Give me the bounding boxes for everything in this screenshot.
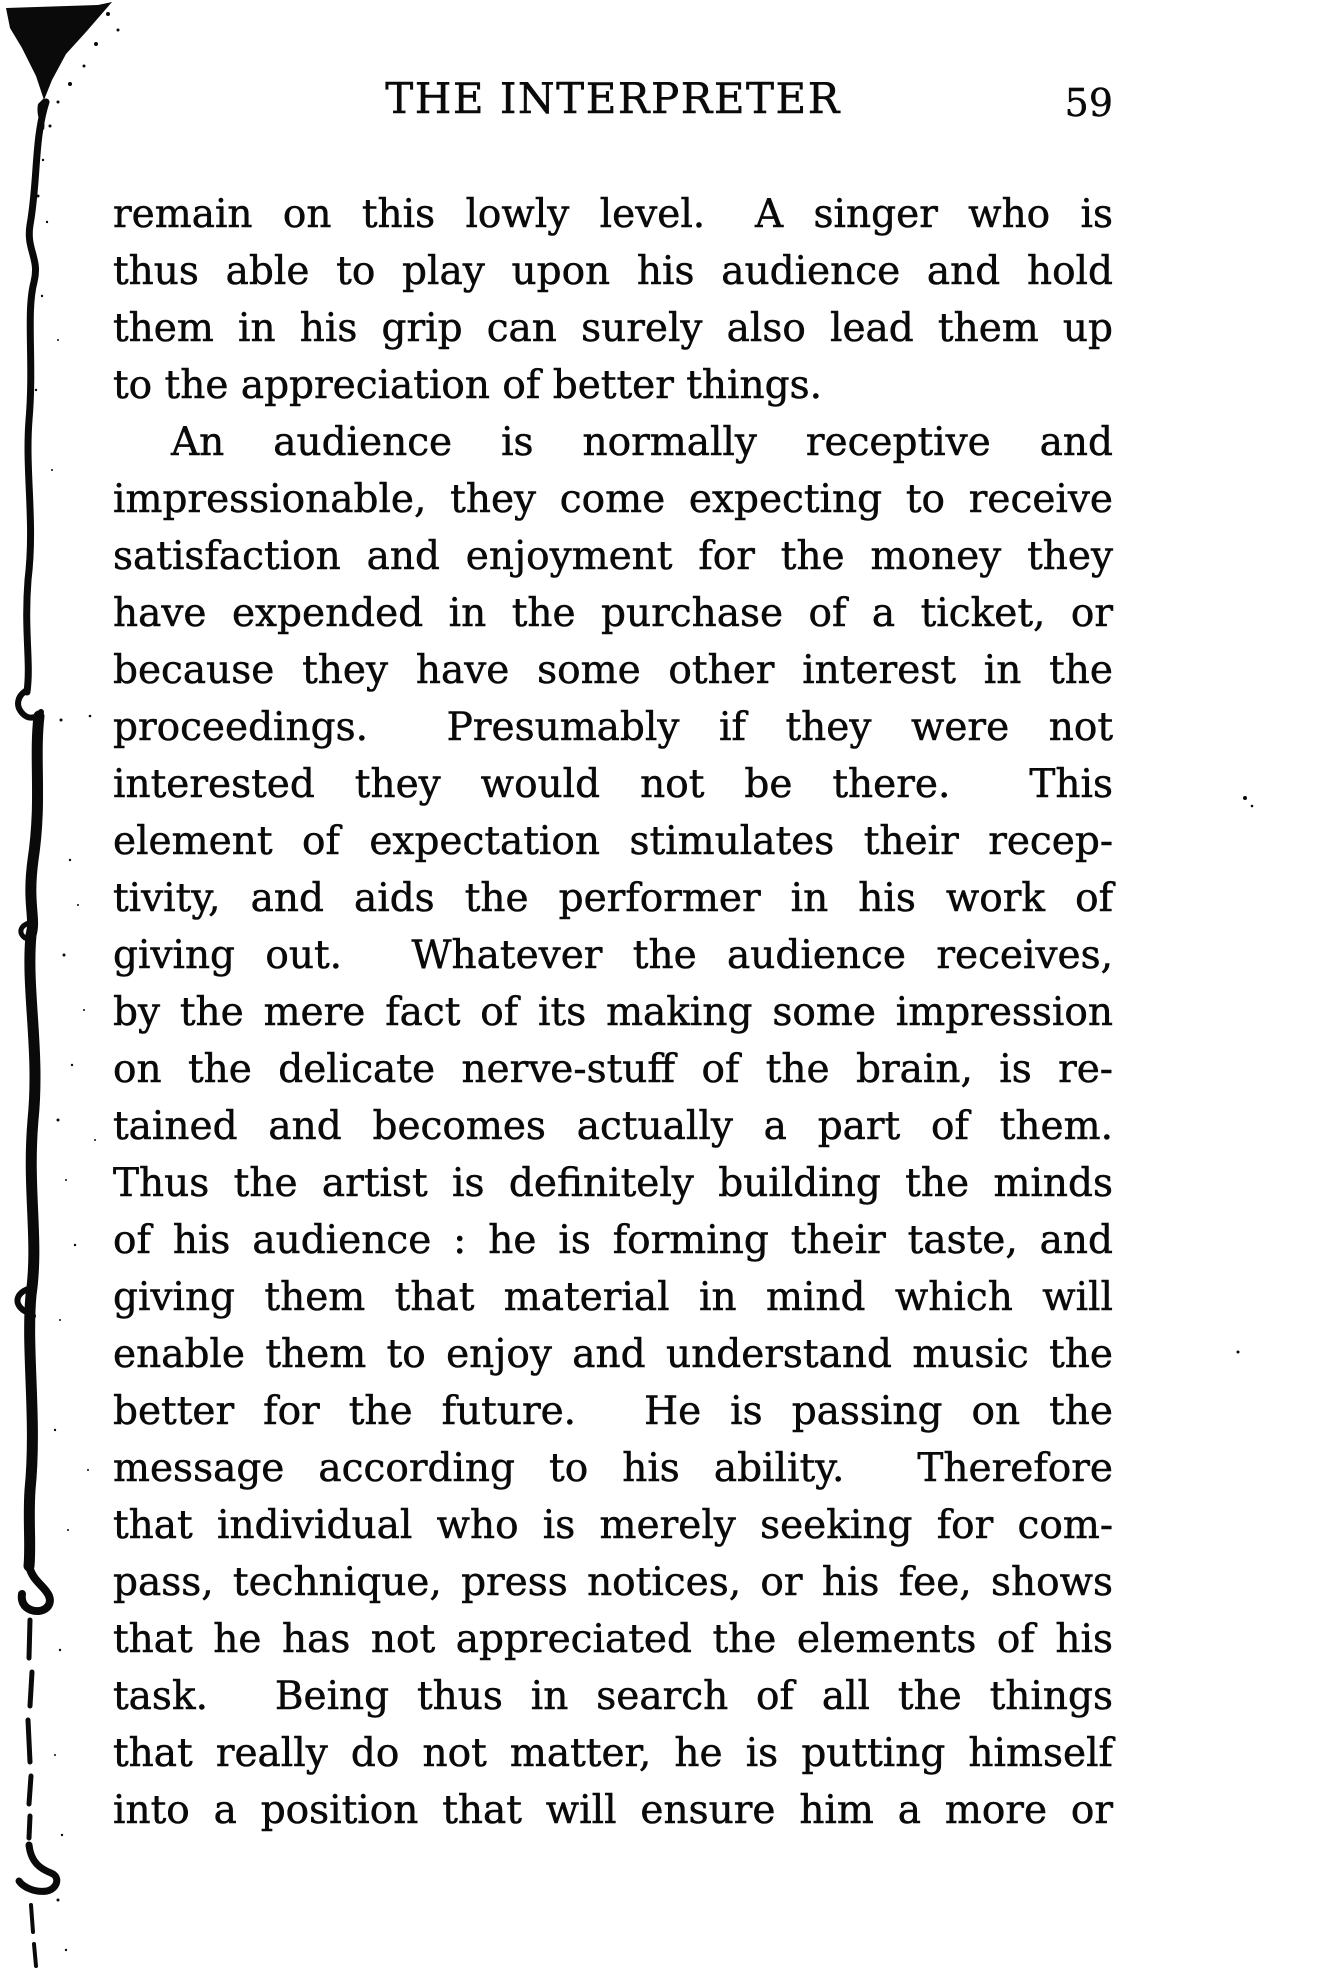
body-text	[113, 186, 1113, 1839]
text-line: that really do not matter, he is putting himself	[113, 1731, 1113, 1776]
text-line: giving them that material in mind which will	[113, 1275, 1113, 1320]
text-line: element of expectation stimulates their recep-	[113, 819, 1113, 864]
text-line: message according to his ability. Therefore	[113, 1446, 1113, 1491]
text-line: remain on this lowly level. A singer who is	[113, 192, 1113, 237]
text-line: interested they would not be there. This	[113, 762, 1113, 807]
page-header	[113, 74, 1113, 134]
corner-blob-artifact	[6, 2, 112, 130]
text-line: impressionable, they come expecting to receive	[113, 477, 1113, 522]
text-line: of his audience : he is forming their taste, and	[113, 1218, 1113, 1263]
text-line: tivity, and aids the performer in his work of	[113, 876, 1113, 921]
text-line: satisfaction and enjoyment for the money they	[113, 534, 1113, 579]
text-line: task. Being thus in search of all the things	[113, 1674, 1113, 1719]
text-line: enable them to enjoy and understand music the	[113, 1332, 1113, 1377]
text-line: because they have some other interest in the	[113, 648, 1113, 693]
text-line: Thus the artist is definitely building the minds	[113, 1161, 1113, 1206]
text-line: An audience is normally receptive and	[171, 420, 1113, 465]
text-line: them in his grip can surely also lead them up	[113, 306, 1113, 351]
text-line: giving out. Whatever the audience receives,	[113, 933, 1113, 978]
text-line: into a position that will ensure him a more or	[113, 1788, 1113, 1833]
text-line: that individual who is merely seeking for com-	[113, 1503, 1113, 1548]
text-line: thus able to play upon his audience and hold	[113, 249, 1113, 294]
text-line: to the appreciation of better things.	[113, 363, 823, 408]
text-line: pass, technique, press notices, or his fee, shows	[113, 1560, 1113, 1605]
gutter-line-artifact	[17, 102, 56, 1966]
text-line: better for the future. He is passing on the	[113, 1389, 1113, 1434]
text-line: proceedings. Presumably if they were not	[113, 705, 1113, 750]
text-line: have expended in the purchase of a ticket, or	[113, 591, 1113, 636]
text-line: on the delicate nerve-stuff of the brain, is re-	[113, 1047, 1113, 1092]
text-line: that he has not appreciated the elements of his	[113, 1617, 1113, 1662]
text-line: tained and becomes actually a part of them.	[113, 1104, 1113, 1149]
running-title: THE INTERPRETER	[385, 74, 841, 123]
text-line: by the mere fact of its making some impression	[113, 990, 1113, 1035]
page-number: 59	[1064, 81, 1113, 125]
